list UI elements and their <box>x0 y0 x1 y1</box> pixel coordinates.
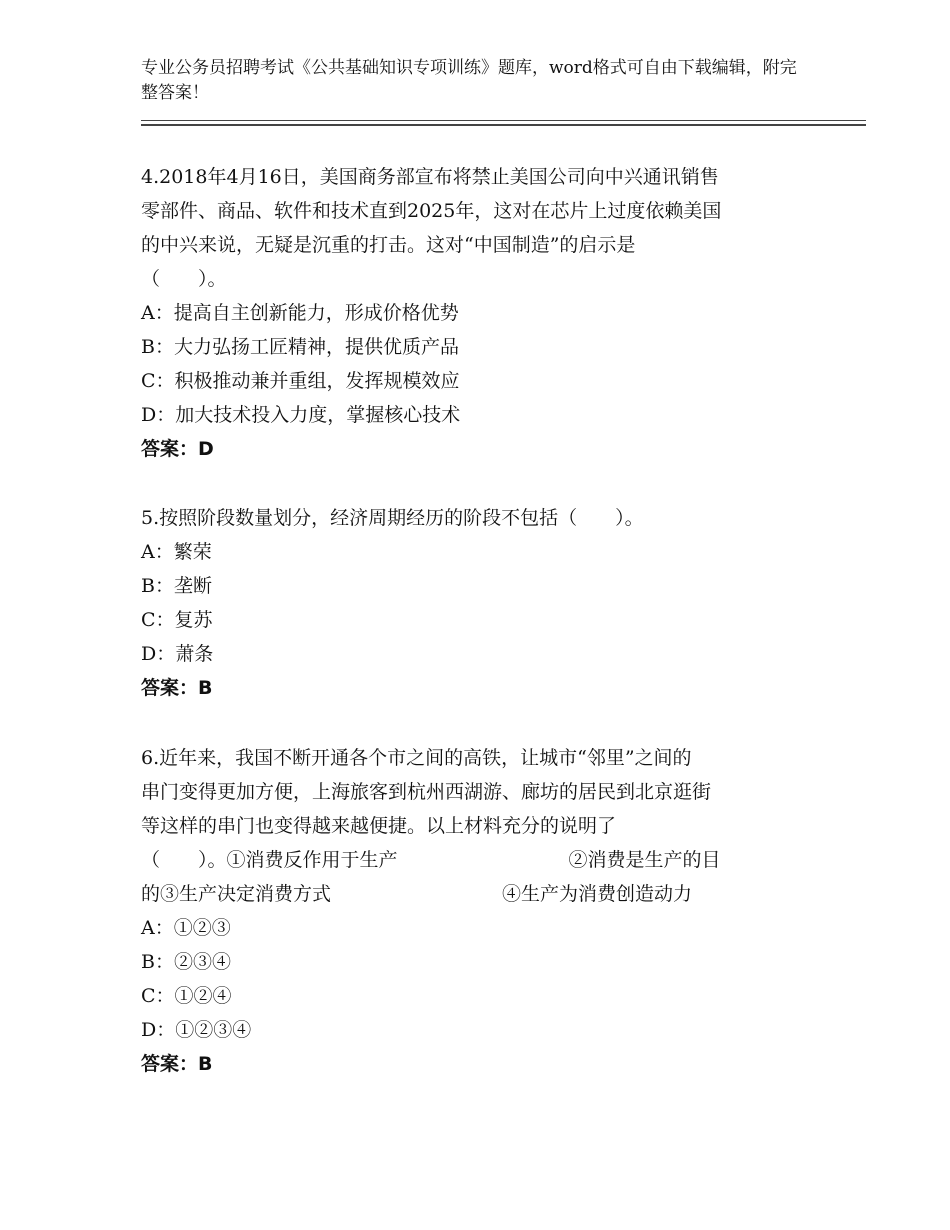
option-b: B：大力弘扬工匠精神，提供优质产品 <box>141 336 459 358</box>
header-text: 专业公务员招聘考试《公共基础知识专项训练》题库，word格式可自由下载编辑，附完整答案！ <box>141 58 797 103</box>
question-stem-line: 零部件、商品、软件和技术直到2025年，这对在芯片上过度依赖美国 <box>141 200 722 222</box>
question-4 <box>141 160 821 466</box>
question-stem-line: 6.近年来，我国不断开通各个市之间的高铁，让城市“邻里”之间的 <box>141 747 692 769</box>
option-c: C：积极推动兼并重组，发挥规模效应 <box>141 370 460 392</box>
document-header <box>141 56 801 106</box>
header-divider-thin <box>141 120 866 121</box>
question-stem-line: 4.2018年4月16日，美国商务部宣布将禁止美国公司向中兴通讯销售 <box>141 166 719 188</box>
question-stem-line: （ ）。 <box>141 268 227 290</box>
option-a: A：繁荣 <box>141 541 212 563</box>
question-stem-line: 5.按照阶段数量划分，经济周期经历的阶段不包括（ ）。 <box>141 507 644 529</box>
question-5 <box>141 501 821 705</box>
option-a: A：提高自主创新能力，形成价格优势 <box>141 302 459 324</box>
question-stem-line: 串门变得更加方便，上海旅客到杭州西湖游、廊坊的居民到北京逛街 <box>141 781 712 803</box>
option-c: C：复苏 <box>141 609 213 631</box>
option-b: B：②③④ <box>141 951 231 973</box>
option-d: D：加大技术投入力度，掌握核心技术 <box>141 404 461 426</box>
answer-label: 答案：B <box>141 1053 213 1075</box>
answer-label: 答案：B <box>141 677 213 699</box>
option-b: B：垄断 <box>141 575 212 597</box>
question-stem-line: （ ）。①消费反作用于生产 ②消费是生产的目 <box>141 849 721 871</box>
option-d: D：萧条 <box>141 643 214 665</box>
answer-label: 答案：D <box>141 438 214 460</box>
question-stem-line: 等这样的串门也变得越来越便捷。以上材料充分的说明了 <box>141 815 617 837</box>
option-d: D：①②③④ <box>141 1019 252 1041</box>
option-c: C：①②④ <box>141 985 232 1007</box>
question-6 <box>141 741 821 1081</box>
question-stem-line: 的③生产决定消费方式 ④生产为消费创造动力 <box>141 883 693 905</box>
question-stem-line: 的中兴来说，无疑是沉重的打击。这对“中国制造”的启示是 <box>141 234 636 256</box>
option-a: A：①②③ <box>141 917 231 939</box>
header-divider-thick <box>141 124 866 126</box>
